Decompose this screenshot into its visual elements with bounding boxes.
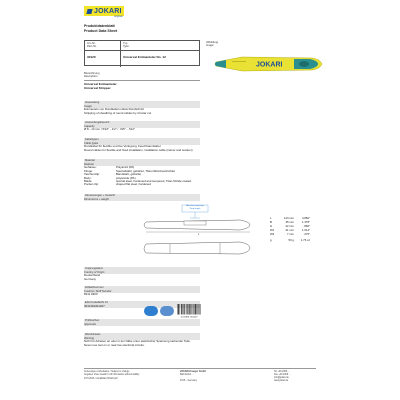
dimensions-label-wrap: [84, 198, 200, 201]
customs-label-de: Zolltarifnummer: [85, 286, 104, 289]
strip-length-callout: [182, 205, 208, 210]
warning-line-1: Nicht für Arbeiten an oder in der Nähe unter elektrischer Spannung stehender Teile.: [84, 339, 191, 344]
usage-label-de: Anwendung: [85, 101, 100, 104]
typ-label-de: Typ: [123, 42, 128, 45]
material-table: [84, 166, 316, 186]
warning-body: [84, 337, 316, 347]
customs-value: 8211 9300: [84, 292, 98, 297]
ean-value: 4011391301207: [84, 304, 105, 308]
art-value: 30120: [87, 54, 96, 59]
ident-table: [84, 40, 200, 66]
warning-label-de: Warnhinweis: [85, 333, 101, 336]
origin-value-de: Deutschland: [84, 273, 101, 278]
customs-body: [84, 290, 316, 297]
dimensions-label-de: Abmessungen + Gewicht: [85, 194, 115, 197]
dimension-row: [270, 217, 330, 220]
designation-section: [84, 72, 316, 79]
footer-date: 23.5.2016 / Jonaliblatt 30120.pdf: [84, 377, 118, 380]
usage-body: [84, 105, 316, 115]
cable-types-line-2: Round cables for flexible and fixed installation, installation cable (indoor and outdoor): [84, 147, 193, 152]
material-key: Body:: [84, 175, 92, 180]
dimension-key: g: [270, 237, 272, 242]
dimension-metric: 41 mm: [285, 227, 294, 232]
material-body: [84, 163, 316, 187]
dimension-metric: 50 g: [288, 237, 294, 242]
material-label-de: Material: [85, 159, 95, 162]
usage-line-2: Stripping of sheathing of round cables by circular cut: [84, 110, 152, 115]
approvals-label-de: Prüfzeichen: [85, 319, 100, 322]
image-label: [206, 41, 218, 48]
approval-badge-2-icon: [160, 306, 174, 316]
material-key: Blade:: [84, 178, 93, 183]
footer-mid-3: ...: [180, 376, 182, 379]
footer-right-1: Tel +49 2306 ...: [274, 371, 290, 373]
material-value: shaped flat steel, hardened: [116, 182, 151, 187]
dimension-imperial: 4.882": [302, 216, 310, 220]
capacity-label-en: Capacity: [84, 125, 95, 128]
cable-types-line-1: Rundkabel für flexible und fixe Verlegung, Feuchtraumkabel: [84, 144, 161, 149]
customs-label-en: Customs Tariff Number: [84, 290, 112, 293]
dimension-metric: 124 mm: [283, 216, 294, 220]
dimension-imperial: 1.76 oz: [300, 237, 310, 242]
dimension-imperial: 1.378": [302, 219, 310, 224]
material-value: polyamide (PA): [116, 175, 136, 180]
designation-value-de: Universal Entmanteler: [84, 82, 117, 86]
approvals-label-en: Approvals: [84, 323, 96, 326]
material-value: Bandstahl, gehärtet: [116, 172, 142, 177]
typ-value: Universal Entmanteler No. 12: [123, 54, 166, 59]
material-value: special steel, hardened and tempered, Titan-Nitride coated: [116, 178, 192, 183]
art-value-cell: [85, 51, 121, 67]
cable-types-body: [84, 142, 316, 152]
capacity-value: Ø 8 - 13 mm / 5/16" - 1/2" / .315" - .512": [84, 127, 136, 132]
dimension-row: [270, 233, 330, 236]
dimension-row: [270, 229, 330, 232]
capacity-label-de: Anwendungsbereich: [85, 121, 110, 124]
footer-middle: [180, 371, 206, 383]
designation-values: [84, 83, 316, 90]
dimension-imperial: .866": [303, 223, 310, 228]
dimension-imperial: 1.614": [302, 227, 310, 232]
material-key: Klinge:: [84, 168, 93, 173]
callout-line-1: Abisolierungslänge: [186, 205, 204, 207]
footer-left-1: Änderungen vorbehalten / Subject to change: [84, 371, 130, 373]
page-footer: [84, 368, 316, 380]
footer-right-3: info@jokari.de: [274, 376, 289, 379]
dimension-drawing: [140, 204, 260, 262]
divider: [84, 80, 200, 81]
dimension-imperial: .276": [303, 231, 310, 236]
footer-right-4: www.jokari.de: [274, 379, 289, 382]
material-value: Polyamid (PA): [116, 165, 135, 170]
origin-body: [84, 271, 316, 281]
dimensions-label-en: Dimensions + weight: [84, 198, 109, 201]
dimension-key: H: [270, 223, 273, 228]
title-de: Produktdatenblatt: [84, 24, 115, 28]
ean-label: EAN Code/EAN 13: [85, 301, 108, 304]
footer-mid-2: Bahnhofstr. ...: [180, 373, 195, 376]
origin-label-en: Country of Origin: [84, 271, 105, 274]
dimension-key: W1: [270, 227, 275, 232]
dimension-metric: 35 mm: [285, 219, 294, 224]
footer-left: [84, 371, 139, 381]
usage-line-1: Entmanteln von Rundkabel mittels Rundschnitt: [84, 107, 144, 112]
cable-types-label-de: Kabeltypen: [85, 138, 99, 141]
logo-mark-icon: [86, 9, 92, 14]
typ-label-cell: [121, 41, 201, 50]
dimension-key: B: [270, 219, 272, 224]
warning-line-2: Never use tool on or near live electrical circuits.: [84, 342, 145, 347]
typ-value-cell: [121, 51, 201, 67]
capacity-body: [84, 125, 316, 132]
material-row: [84, 183, 316, 186]
barcode-icon: [176, 303, 202, 318]
image-label-en: Image: [206, 44, 214, 48]
designation-value-en: Universal Stripper: [84, 85, 111, 90]
material-key: Taschenclip:: [84, 172, 100, 177]
logo-text: JOKARI: [94, 7, 122, 15]
title-en: Product Data Sheet: [84, 29, 118, 33]
dimension-row: [270, 225, 330, 228]
dimension-values-list: [270, 217, 330, 243]
art-label-de: Art.-Nr.: [87, 42, 96, 45]
dim-mark-l: L: [198, 233, 200, 236]
footer-left-2: Angaben ohne Gewähr / All information without liability: [84, 373, 140, 376]
dimension-row: [270, 221, 330, 224]
material-value: Spezialstahl, gehärtet, Titan-Nitrid-beschichtet: [116, 168, 175, 173]
logo-subtitle: original: [114, 15, 123, 18]
barcode-text: 4 011391 301207: [180, 316, 198, 318]
designation-label-de: Bezeichnung: [84, 72, 100, 75]
approval-badge-1-icon: [144, 306, 158, 316]
material-key: Pocket clip:: [84, 182, 99, 187]
tool-brand-text: JOKARI: [256, 61, 283, 69]
footer-mid-4: D-58... Germany: [180, 379, 197, 382]
dimension-row: [270, 239, 330, 242]
origin-value-en: Germany: [84, 276, 96, 281]
footer-mid-1: JOKARI-Krueger GmbH: [180, 371, 206, 373]
origin-label-de: Ursprungsland: [85, 267, 103, 270]
usage-label-en: Usage: [84, 105, 92, 108]
dimension-key: L: [270, 216, 272, 220]
art-label-cell: [85, 41, 121, 50]
typ-label-en: Type: [123, 45, 129, 49]
dimension-key: W2: [270, 231, 275, 236]
approvals-body: [84, 323, 316, 326]
callout-line-2: Strip length: [189, 207, 201, 210]
warning-label-en: Warning: [84, 337, 94, 340]
art-label-en: Part No.: [87, 45, 97, 49]
footer-right: [274, 371, 291, 383]
designation-label-en: Description: [84, 75, 98, 79]
image-label-de: Abbildung: [206, 41, 218, 44]
dimension-metric: 7 mm: [287, 231, 294, 236]
material-label-en: Material: [84, 163, 94, 166]
dimension-metric: 22 mm: [285, 223, 294, 228]
cable-types-label-en: Cable types: [84, 142, 99, 145]
footer-right-2: Fax +49 2306 ...: [274, 373, 291, 376]
material-key: Gehäuse:: [84, 165, 97, 170]
